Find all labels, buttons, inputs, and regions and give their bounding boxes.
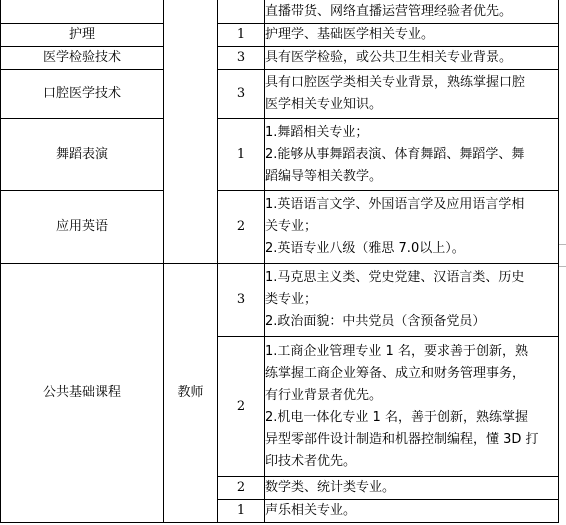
count-cell: 2 bbox=[218, 477, 265, 500]
count-cell: 3 bbox=[218, 47, 265, 70]
requirement-line: 1.英语语言文学、外国语言学及应用语言学相 bbox=[265, 197, 525, 212]
requirement-line: 1.马克思主义类、党史党建、汉语言类、历史 bbox=[265, 270, 525, 285]
requirement-line: 声乐相关专业。 bbox=[265, 503, 357, 518]
table-row bbox=[1, 0, 559, 24]
requirement-line: 有行业背景者优先。 bbox=[265, 387, 383, 403]
requirements-cell bbox=[265, 264, 559, 337]
requirement-line: 直播带货、网络直播运营管理经验者优先。 bbox=[265, 3, 513, 19]
table-row bbox=[1, 70, 559, 119]
requirements-cell bbox=[265, 337, 559, 477]
requirements-cell bbox=[265, 0, 559, 24]
requirement-line: 2.能够从事舞蹈表演、体育舞蹈、舞蹈学、舞 bbox=[265, 146, 525, 162]
requirement-line: 医学相关专业知识。 bbox=[265, 97, 383, 112]
major-cell: 口腔医学技术 bbox=[1, 70, 164, 119]
requirement-line: 关专业； bbox=[265, 219, 318, 234]
requirement-line: 1.舞蹈相关专业； bbox=[265, 124, 369, 140]
requirements-cell bbox=[265, 191, 559, 264]
major-cell bbox=[1, 0, 164, 24]
requirement-line: 2.机电一体化专业 1 名，善于创新，熟练掌握 bbox=[265, 409, 528, 425]
table-row bbox=[1, 47, 559, 70]
major-cell: 舞蹈表演 bbox=[1, 119, 164, 191]
page-edge-mark bbox=[559, 244, 566, 245]
table-row bbox=[1, 264, 559, 337]
requirement-line: 练掌握工商企业筹备、成立和财务管理事务， bbox=[265, 365, 526, 381]
requirement-line: 数学类、统计类专业。 bbox=[265, 480, 396, 495]
count-cell: 2 bbox=[218, 191, 265, 264]
requirement-line: 1.工商企业管理专业 1 名，要求善于创新，熟 bbox=[265, 343, 528, 359]
table-row bbox=[1, 24, 559, 47]
requirements-cell bbox=[265, 70, 559, 119]
major-cell: 应用英语 bbox=[1, 191, 164, 264]
count-cell: 3 bbox=[218, 70, 265, 119]
count-cell: 1 bbox=[218, 119, 265, 191]
requirement-line: 类专业； bbox=[265, 292, 318, 307]
table-row bbox=[1, 119, 559, 191]
requirements-cell bbox=[265, 24, 559, 47]
major-cell: 医学检验技术 bbox=[1, 47, 164, 70]
requirement-line: 印技术者优先。 bbox=[265, 453, 357, 469]
count-cell: 1 bbox=[218, 24, 265, 47]
major-cell: 护理 bbox=[1, 24, 164, 47]
post-cell: 教师 bbox=[164, 264, 218, 523]
count-cell: 3 bbox=[218, 264, 265, 337]
requirements-cell bbox=[265, 119, 559, 191]
count-cell: 2 bbox=[218, 337, 265, 477]
requirement-line: 具有口腔医学类相关专业背景，熟练掌握口腔 bbox=[265, 75, 526, 90]
count-cell: 1 bbox=[218, 500, 265, 523]
count-cell bbox=[218, 0, 265, 24]
requirement-line: 蹈编导等相关教学。 bbox=[265, 168, 383, 184]
requirement-line: 异型零部件设计制造和机器控制编程，懂 3D 打 bbox=[265, 431, 539, 447]
requirement-line: 2.英语专业八级（雅思 7.0以上）。 bbox=[265, 241, 465, 256]
requirement-line: 护理学、基础医学相关专业。 bbox=[265, 27, 435, 42]
table-row bbox=[1, 191, 559, 264]
requirement-line: 2.政治面貌：中共党员（含预备党员） bbox=[265, 314, 486, 329]
requirement-line: 具有医学检验，或公共卫生相关专业背景。 bbox=[265, 50, 513, 65]
requirements-cell bbox=[265, 500, 559, 523]
requirements-cell bbox=[265, 477, 559, 500]
requirements-cell bbox=[265, 47, 559, 70]
post-cell bbox=[164, 0, 218, 264]
major-cell: 公共基础课程 bbox=[1, 264, 164, 523]
page-edge-mark bbox=[559, 266, 566, 267]
